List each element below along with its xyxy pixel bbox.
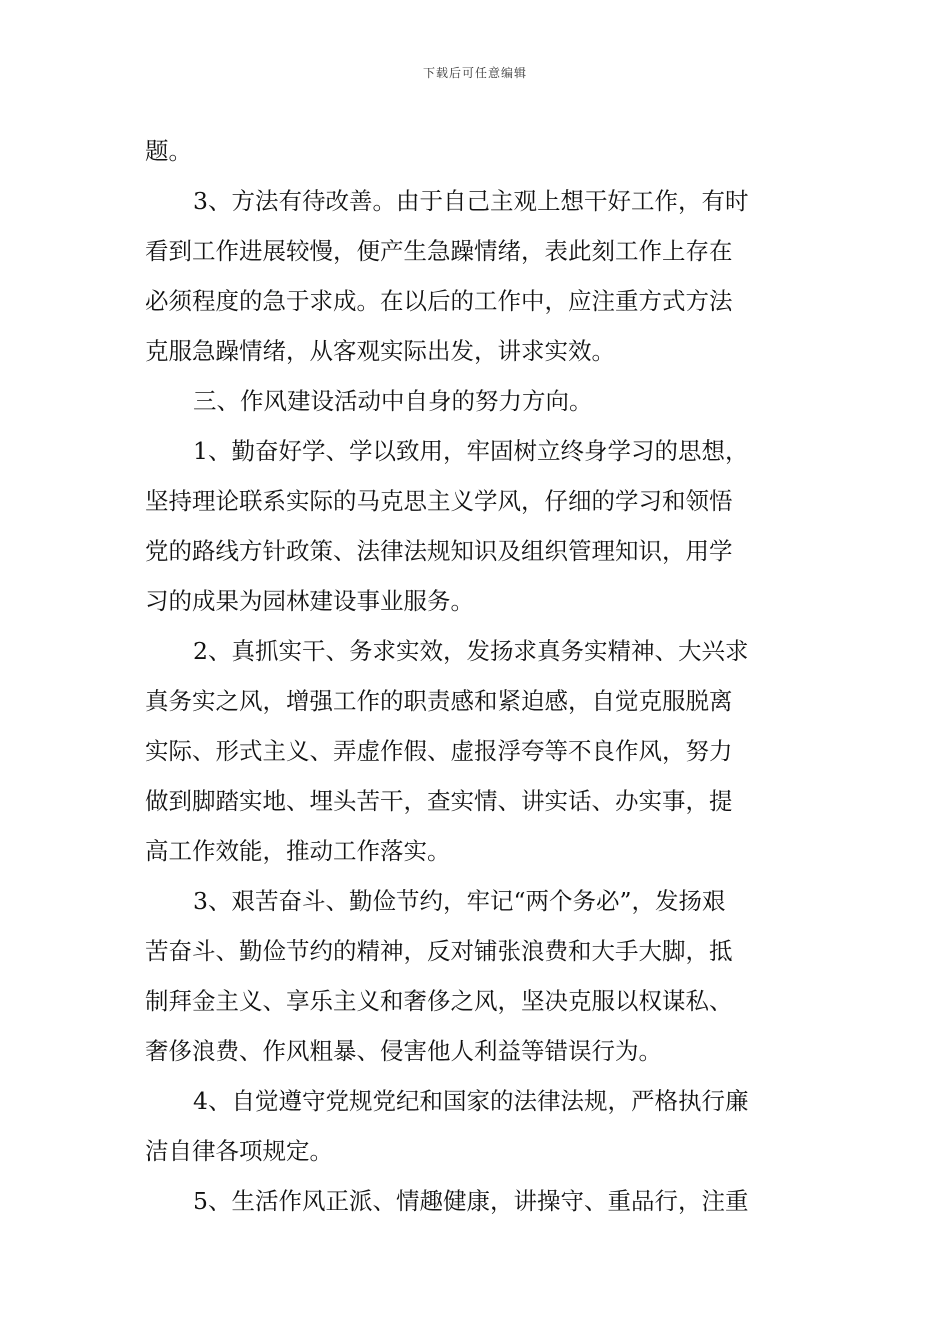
text-line: 实际、形式主义、弄虚作假、虚报浮夸等不良作风，努力	[145, 737, 733, 765]
text-line: 看到工作进展较慢，便产生急躁情绪，表此刻工作上存在	[145, 237, 733, 265]
text-line: 3、方法有待改善。由于自己主观上想干好工作，有时	[193, 187, 749, 215]
text-line: 4、自觉遵守党规党纪和国家的法律法规，严格执行廉	[193, 1087, 749, 1115]
text-line: 3、艰苦奋斗、勤俭节约，牢记“两个务必”，发扬艰	[193, 887, 726, 915]
text-line: 高工作效能，推动工作落实。	[145, 837, 451, 865]
text-line: 2、真抓实干、务求实效，发扬求真务实精神、大兴求	[193, 637, 749, 665]
text-line: 坚持理论联系实际的马克思主义学风，仔细的学习和领悟	[145, 487, 733, 515]
text-line: 洁自律各项规定。	[145, 1137, 333, 1165]
page-header: 下载后可任意编辑	[422, 66, 527, 80]
text-line: 真务实之风，增强工作的职责感和紧迫感，自觉克服脱离	[145, 687, 733, 715]
document-body	[145, 126, 809, 1226]
text-line: 1、勤奋好学、学以致用，牢固树立终身学习的思想，	[193, 437, 749, 465]
text-line: 制拜金主义、享乐主义和奢侈之风，坚决克服以权谋私、	[145, 987, 733, 1015]
section-heading: 三、作风建设活动中自身的努力方向。	[193, 387, 593, 415]
text-line: 克服急躁情绪，从客观实际出发，讲求实效。	[145, 337, 615, 365]
text-line: 苦奋斗、勤俭节约的精神，反对铺张浪费和大手大脚，抵	[145, 937, 733, 965]
text-line: 必须程度的急于求成。在以后的工作中，应注重方式方法	[145, 287, 733, 315]
text-line: 题。	[145, 137, 192, 165]
text-line: 党的路线方针政策、法律法规知识及组织管理知识，用学	[145, 537, 733, 565]
text-line: 奢侈浪费、作风粗暴、侵害他人利益等错误行为。	[145, 1037, 662, 1065]
text-line: 5、生活作风正派、情趣健康，讲操守、重品行，注重	[193, 1187, 749, 1215]
text-line: 做到脚踏实地、埋头苦干，查实情、讲实话、办实事，提	[145, 787, 733, 815]
text-line: 习的成果为园林建设事业服务。	[145, 587, 474, 615]
